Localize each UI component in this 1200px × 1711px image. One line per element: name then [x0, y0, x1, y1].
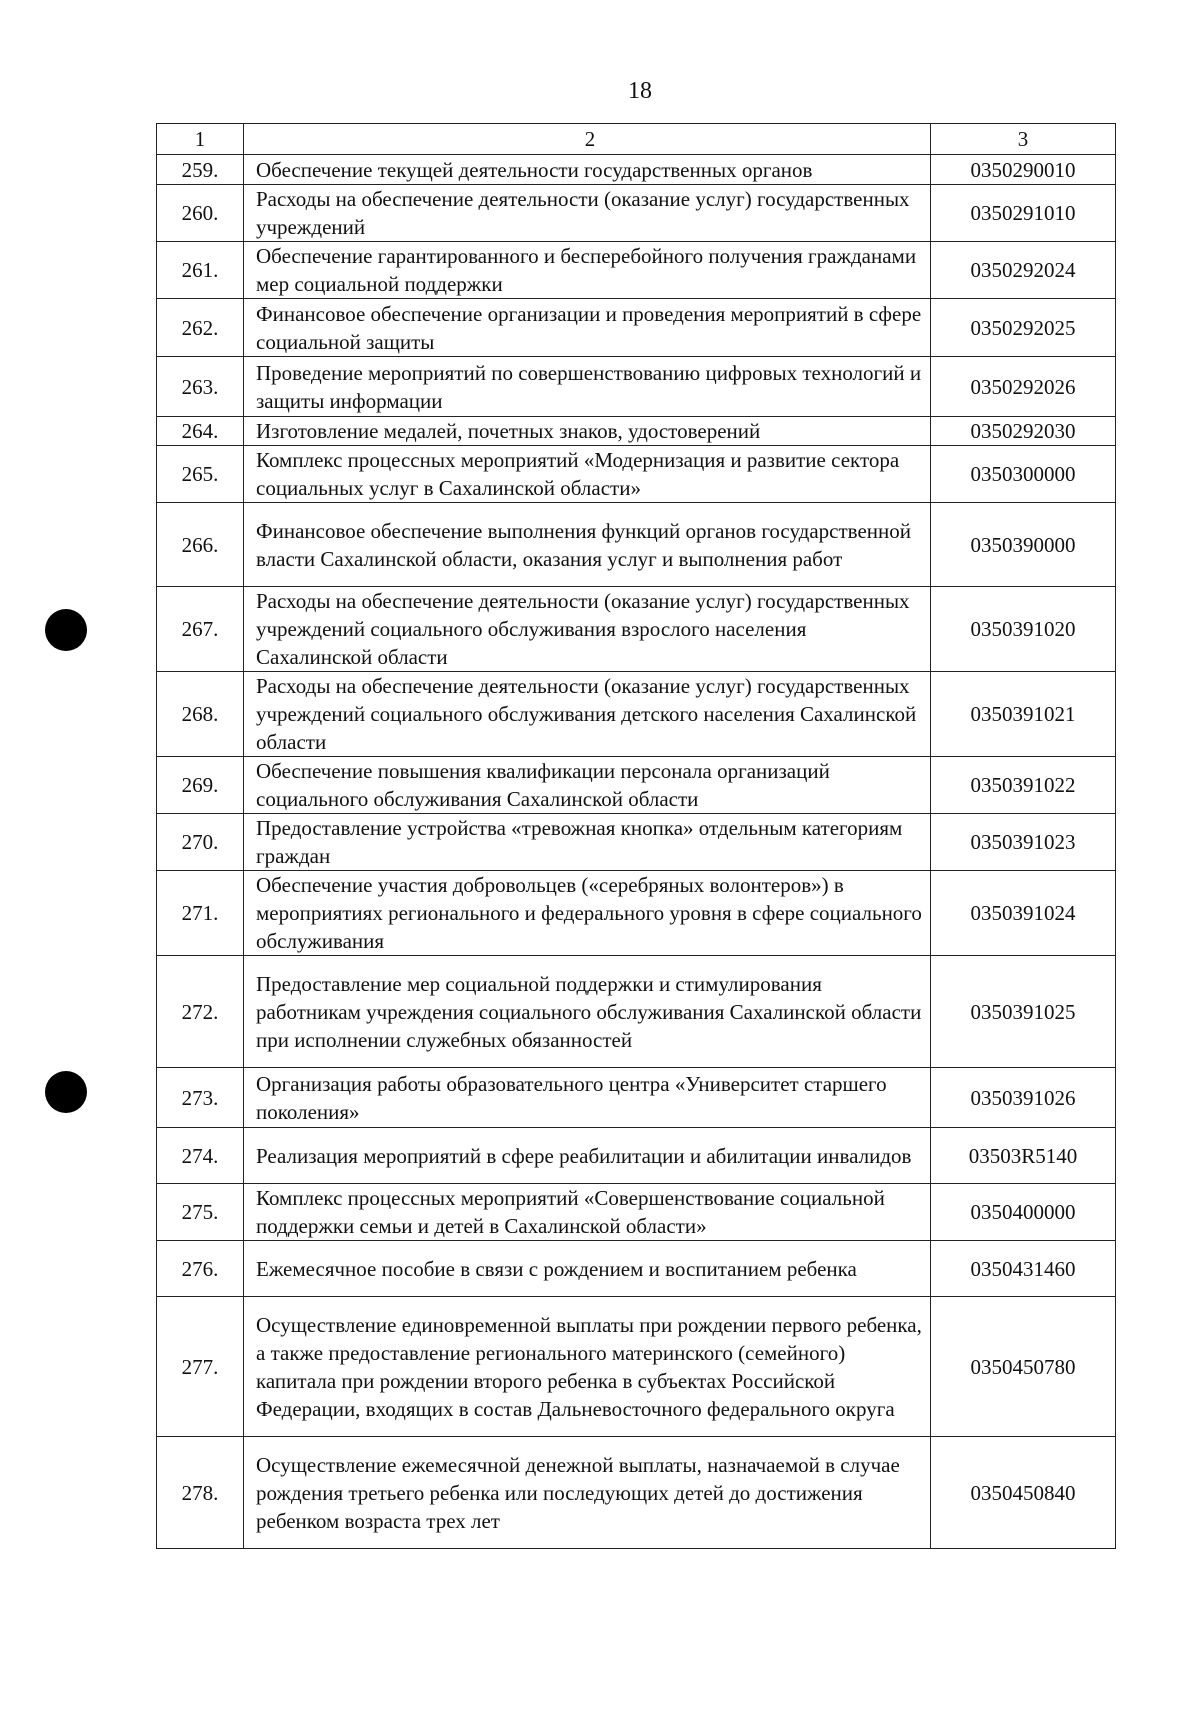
row-code: 0350391020 [931, 587, 1116, 672]
table-row [157, 185, 1116, 242]
row-name: Ежемесячное пособие в связи с рождением и воспитанием ребенка [244, 1241, 931, 1297]
row-code: 0350400000 [931, 1184, 1116, 1241]
table-row [157, 417, 1116, 446]
table-row [157, 1241, 1116, 1297]
row-number: 265. [157, 446, 244, 503]
punch-hole-mark-bottom [45, 1071, 87, 1113]
row-number: 269. [157, 757, 244, 814]
row-name: Финансовое обеспечение организации и проведения мероприятий в сфере социальной защиты [244, 299, 931, 357]
row-number: 267. [157, 587, 244, 672]
header-cell-name: 2 [244, 124, 931, 155]
row-name: Комплекс процессных мероприятий «Модернизация и развитие сектора социальных услуг в Сахалинской области» [244, 446, 931, 503]
table-header-row [157, 124, 1116, 155]
row-code: 0350391022 [931, 757, 1116, 814]
punch-hole-mark-top [45, 609, 87, 651]
table-row [157, 814, 1116, 871]
row-number: 273. [157, 1068, 244, 1128]
table-row [157, 1128, 1116, 1184]
row-number: 272. [157, 956, 244, 1068]
row-name: Изготовление медалей, почетных знаков, удостоверений [244, 417, 931, 446]
row-code: 0350291010 [931, 185, 1116, 242]
row-code: 0350391024 [931, 871, 1116, 956]
table-row [157, 587, 1116, 672]
row-name: Обеспечение гарантированного и бесперебойного получения гражданами мер социальной поддержки [244, 242, 931, 299]
table-row [157, 1437, 1116, 1549]
row-number: 271. [157, 871, 244, 956]
header-cell-num: 1 [157, 124, 244, 155]
page-number: 18 [628, 78, 652, 104]
table-row [157, 155, 1116, 185]
row-code: 0350292024 [931, 242, 1116, 299]
table-row [157, 446, 1116, 503]
row-name: Предоставление мер социальной поддержки и стимулирования работникам учреждения социального обслуживания Сахалинской области при исполнении служебных обязанностей [244, 956, 931, 1068]
row-code: 0350292030 [931, 417, 1116, 446]
row-number: 264. [157, 417, 244, 446]
row-name: Предоставление устройства «тревожная кнопка» отдельным категориям граждан [244, 814, 931, 871]
row-name: Расходы на обеспечение деятельности (оказание услуг) государственных учреждений социального обслуживания детского населения Сахалинской области [244, 672, 931, 757]
code-table [156, 123, 1116, 1549]
row-code: 0350300000 [931, 446, 1116, 503]
row-name: Осуществление ежемесячной денежной выплаты, назначаемой в случае рождения третьего ребенка или последующих детей до достижения ребенком возраста трех лет [244, 1437, 931, 1549]
row-code: 0350431460 [931, 1241, 1116, 1297]
table-row [157, 1184, 1116, 1241]
row-number: 276. [157, 1241, 244, 1297]
row-name: Обеспечение повышения квалификации персонала организаций социального обслуживания Сахалинской области [244, 757, 931, 814]
table-row [157, 871, 1116, 956]
row-number: 261. [157, 242, 244, 299]
table-row [157, 357, 1116, 417]
row-number: 259. [157, 155, 244, 185]
row-code: 03503R5140 [931, 1128, 1116, 1184]
table-row [157, 1068, 1116, 1128]
row-code: 0350390000 [931, 503, 1116, 587]
row-number: 274. [157, 1128, 244, 1184]
row-code: 0350450780 [931, 1297, 1116, 1437]
table-row [157, 299, 1116, 357]
row-name: Финансовое обеспечение выполнения функций органов государственной власти Сахалинской области, оказания услуг и выполнения работ [244, 503, 931, 587]
row-name: Реализация мероприятий в сфере реабилитации и абилитации инвалидов [244, 1128, 931, 1184]
row-code: 0350391021 [931, 672, 1116, 757]
table-row [157, 503, 1116, 587]
row-name: Осуществление единовременной выплаты при рождении первого ребенка, а также предоставление регионального материнского (семейного) капитала при рождении второго ребенка в субъектах Российской Федерации, входящих в состав Дальневосточного федерального округа [244, 1297, 931, 1437]
table-row [157, 1297, 1116, 1437]
row-number: 270. [157, 814, 244, 871]
row-code: 0350292026 [931, 357, 1116, 417]
row-code: 0350292025 [931, 299, 1116, 357]
row-code: 0350391026 [931, 1068, 1116, 1128]
row-name: Проведение мероприятий по совершенствованию цифровых технологий и защиты информации [244, 357, 931, 417]
table-row [157, 672, 1116, 757]
row-number: 277. [157, 1297, 244, 1437]
row-number: 278. [157, 1437, 244, 1549]
row-name: Расходы на обеспечение деятельности (оказание услуг) государственных учреждений социального обслуживания взрослого населения Сахалинской области [244, 587, 931, 672]
row-code: 0350290010 [931, 155, 1116, 185]
row-name: Организация работы образовательного центра «Университет старшего поколения» [244, 1068, 931, 1128]
row-name: Расходы на обеспечение деятельности (оказание услуг) государственных учреждений [244, 185, 931, 242]
table-row [157, 757, 1116, 814]
row-number: 262. [157, 299, 244, 357]
row-name: Обеспечение участия добровольцев («серебряных волонтеров») в мероприятиях регионального и федерального уровня в сфере социального обслуживания [244, 871, 931, 956]
row-number: 268. [157, 672, 244, 757]
row-number: 263. [157, 357, 244, 417]
row-code: 0350450840 [931, 1437, 1116, 1549]
row-code: 0350391025 [931, 956, 1116, 1068]
row-code: 0350391023 [931, 814, 1116, 871]
table-row [157, 956, 1116, 1068]
row-name: Комплекс процессных мероприятий «Совершенствование социальной поддержки семьи и детей в Сахалинской области» [244, 1184, 931, 1241]
table-row [157, 242, 1116, 299]
row-number: 275. [157, 1184, 244, 1241]
row-number: 260. [157, 185, 244, 242]
row-name: Обеспечение текущей деятельности государственных органов [244, 155, 931, 185]
header-cell-code: 3 [931, 124, 1116, 155]
row-number: 266. [157, 503, 244, 587]
